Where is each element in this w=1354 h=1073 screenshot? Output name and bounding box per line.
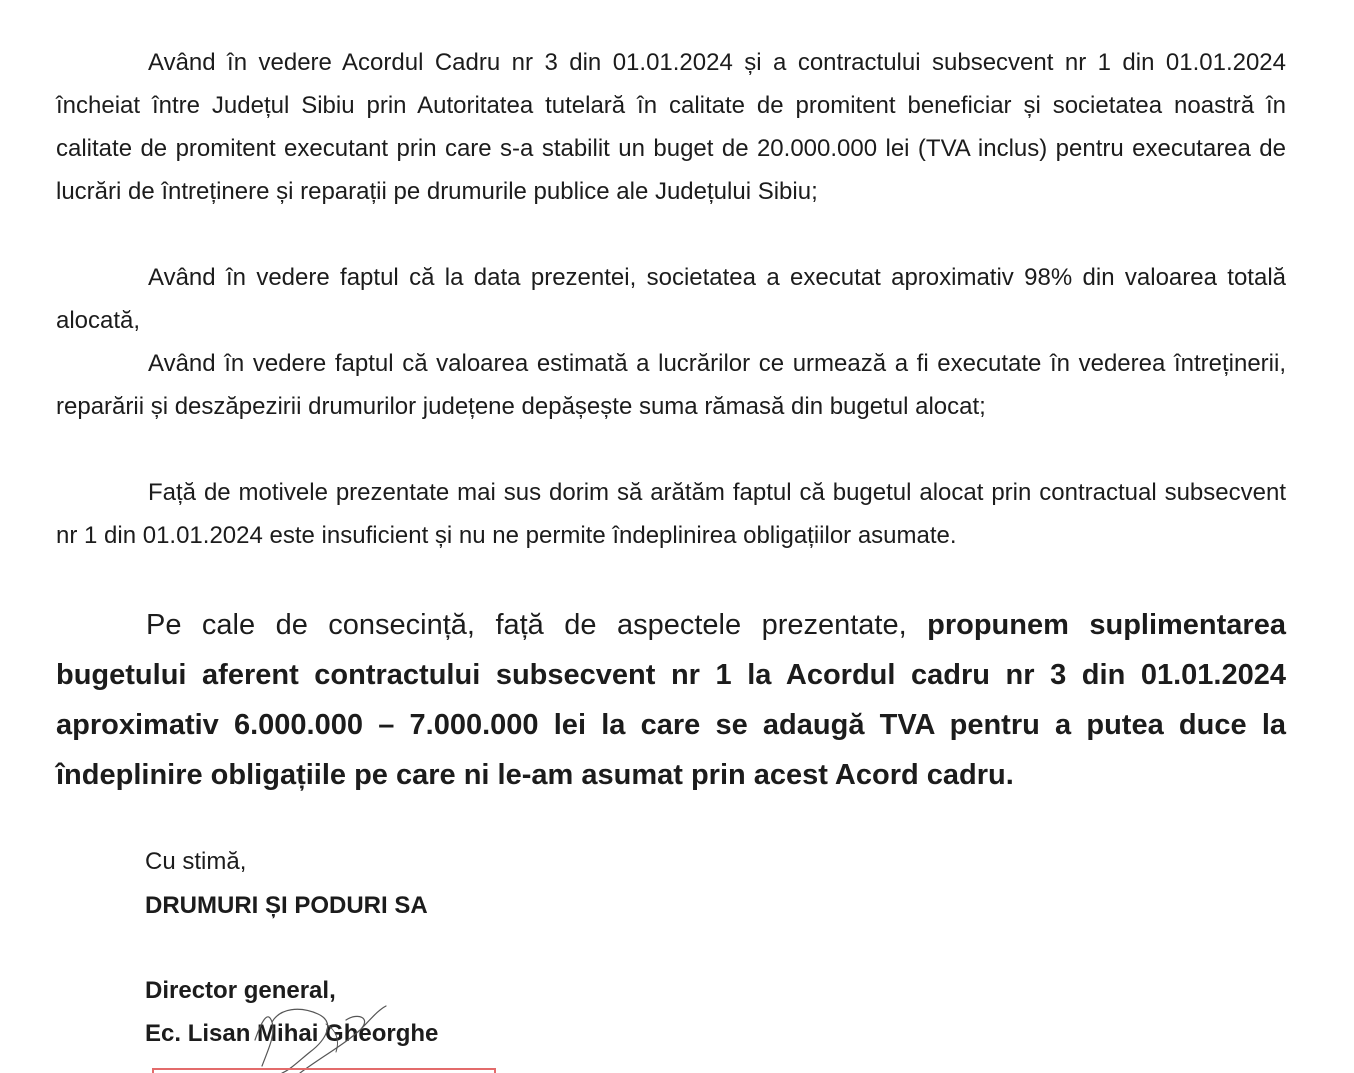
paragraph-proposal xyxy=(56,600,1286,800)
signatory-name: Ec. Lisan Mihai Gheorghe xyxy=(145,1020,439,1047)
paragraph-insufficient-budget xyxy=(56,471,1286,557)
paragraph-4-text: Față de motivele prezentate mai sus dorim să arătăm faptul că bugetul alocat prin contractual subsecvent nr 1 din 01.01.2024 este insuficient și nu ne permite îndeplinirea obligațiilor asumate. xyxy=(56,479,1286,549)
signatory-position: Director general, xyxy=(145,977,336,1004)
paragraph-1-intro: Având în vedere xyxy=(148,49,332,76)
paragraph-3-text: Având în vedere faptul că valoarea estimată a lucrărilor ce urmează a fi executate în vederea întreținerii, reparării și deszăpezirii drumurilor județene depășește suma rămasă din bugetul alocat; xyxy=(56,350,1286,420)
paragraph-5-regular: Pe cale de consecință, față de aspectele prezentate, xyxy=(146,609,907,641)
stamp-frame xyxy=(152,1068,496,1073)
paragraph-execution-status xyxy=(56,256,1286,342)
handwritten-signature xyxy=(150,1000,510,1073)
paragraph-2-text: Având în vedere faptul că la data prezentei, societatea a executat aproximativ 98% din valoarea totală alocată, xyxy=(56,264,1286,334)
closing-salutation: Cu stimă, xyxy=(145,848,247,875)
paragraph-framework-agreement xyxy=(56,41,1286,213)
paragraph-1-body: Acordul Cadru nr 3 din 01.01.2024 și a contractului subsecvent nr 1 din 01.01.2024 încheiat între Județul Sibiu prin Autoritatea tutelară în calitate de promitent beneficiar și societatea noastră în calitate de promitent executant prin care s-a stabilit un buget de 20.000.000 lei (TVA inclus) pentru executarea de lucrări de întreținere și reparații pe drumurile publice ale Județului Sibiu; xyxy=(56,49,1287,205)
company-name: DRUMURI ȘI PODURI SA xyxy=(145,892,428,919)
paragraph-5-bold: propunem suplimentarea bugetului aferent contractului subsecvent nr 1 la Acordul cadru nr 3 din 01.01.2024 aproximativ 6.000.000 – 7.000.000 lei la care se adaugă TVA pentru a putea duce la îndeplinire obligațiile pe care ni le-am asumat prin acest Acord cadru. xyxy=(56,609,1286,791)
paragraph-estimated-value xyxy=(56,342,1286,428)
